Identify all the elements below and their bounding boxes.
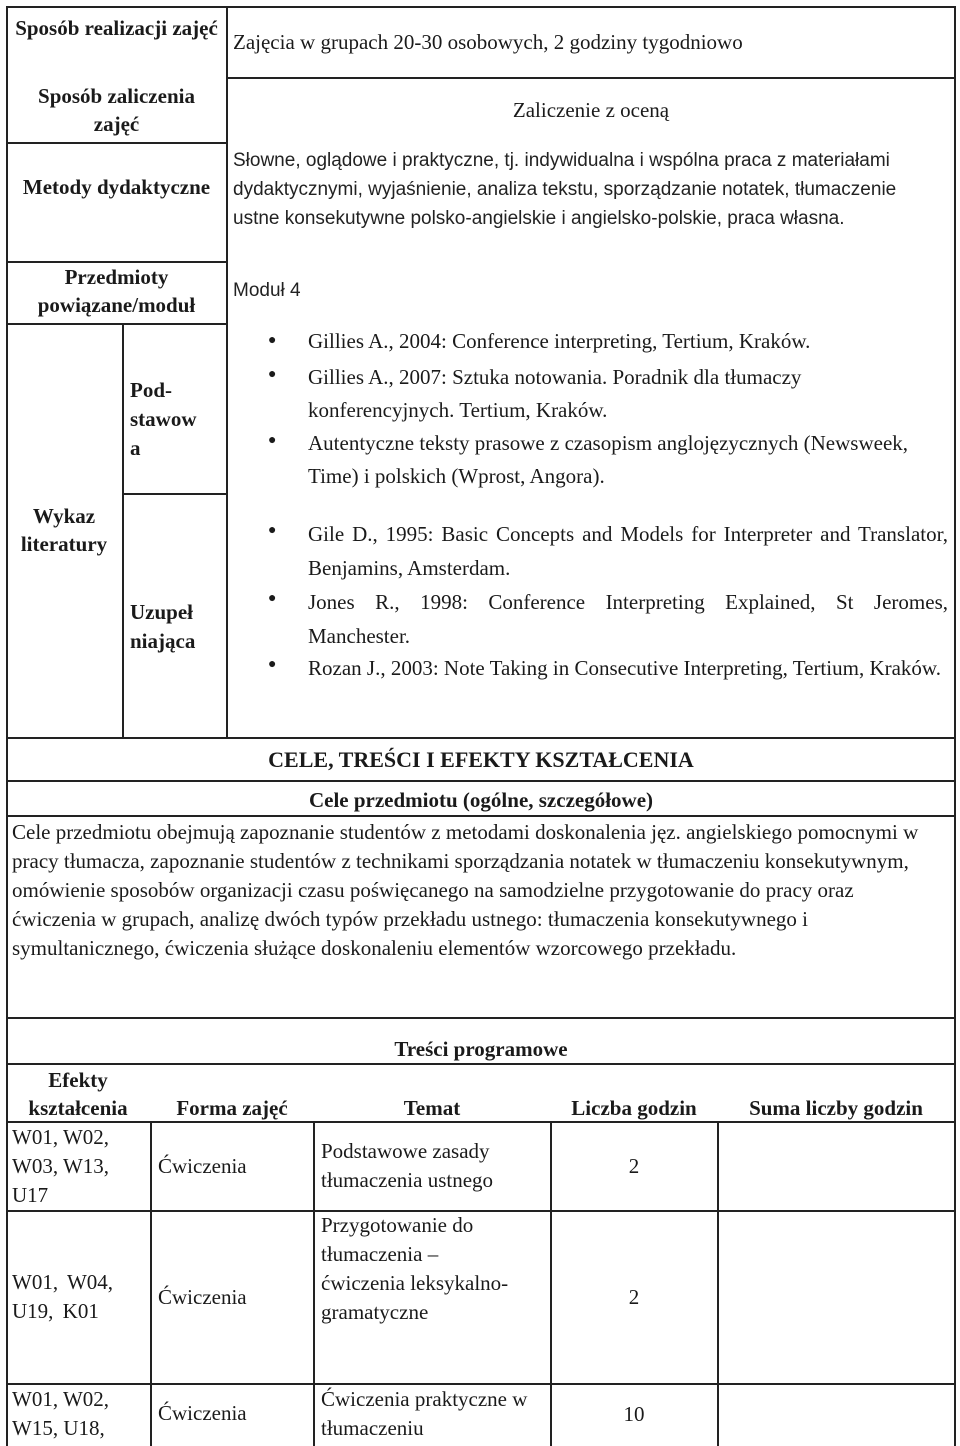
column-header-godziny: Liczba godzin (571, 1096, 697, 1120)
column-header-efekty: Efekty kształcenia (28, 1068, 128, 1120)
bullet-icon: ● (268, 657, 277, 672)
cell-godziny: 2 (628, 1154, 640, 1178)
cell-temat: Ćwiczenia praktyczne w tłumaczeniu (321, 1387, 528, 1440)
reference: , 2004: Conference interpreting, Tertium, Kraków. (388, 329, 811, 353)
reference: , 1995: Basic Concepts and Models for Interpreter and Translator, Benjamins, Amsterdam. (308, 522, 948, 580)
reference: , 2003: Note Taking in Consecutive Interpreting, Tertium, Kraków. (380, 656, 941, 680)
cell-forma: Ćwiczenia (158, 1401, 247, 1425)
author: Gile D. (308, 522, 373, 546)
cell-efekty: W01, W02, W15, U18, (12, 1387, 110, 1440)
bullet-icon: ● (268, 367, 277, 382)
cele-heading: CELE, TREŚCI I EFEKTY KSZTAŁCENIA (268, 747, 694, 772)
author: Gillies A. (308, 365, 389, 389)
reference: , 2007: Sztuka notowania. Poradnik dla tłumaczy konferencyjnych. Tertium, Kraków. (308, 365, 802, 422)
column-header-temat: Temat (403, 1096, 461, 1120)
podstawowa-label: Pod- stawow a (130, 378, 197, 460)
cell-efekty: W01, W04, U19, K01 (12, 1270, 114, 1323)
przedmioty-label: Przedmioty powiązane/moduł (37, 265, 196, 317)
realizacja-label: Sposób realizacji zajęć (15, 16, 218, 40)
cell-forma: Ćwiczenia (158, 1285, 247, 1309)
author: Jones R. (308, 590, 395, 614)
reference: Autentyczne teksty prasowe z czasopism anglojęzycznych (Newsweek, Time) i polskich (Wprost, Angora). (308, 431, 909, 488)
bullet-icon: ● (268, 333, 277, 348)
cell-temat: Przygotowanie do tłumaczenia – ćwiczenia leksykalno-gramatyczne (321, 1213, 509, 1324)
zaliczenie-value: Zaliczenie z oceną (512, 98, 670, 122)
column-header-forma: Forma zajęć (176, 1096, 288, 1120)
author: Rozan J. (308, 656, 381, 680)
realizacja-value: Zajęcia w grupach 20-30 osobowych, 2 godziny tygodniowo (233, 30, 743, 54)
cell-forma: Ćwiczenia (158, 1154, 247, 1178)
column-header-suma: Suma liczby godzin (749, 1096, 923, 1120)
literatura-label: Wykaz literatury (20, 504, 108, 556)
cele-text: Cele przedmiotu obejmują zapoznanie studentów z metodami doskonalenia jęz. angielskiego pomocnymi w pracy tłumacza, zapoznanie studentów z technikami sporządzania notatek w tłumaczeniu konsekutywnym, omówienie sposobów organizacji czasu poświęcanego na samodzielne przygotowanie do pracy oraz ćwiczenia w grupach, analizę dwóch typów przekładu ustnego: tłumaczenia konsekutywnego i symultanicznego, ćwiczenia służące doskonaleniu elementów wzorcowego przekładu. (12, 820, 919, 960)
metody-label: Metody dydaktyczne (22, 175, 211, 199)
metody-value: Słowne, oglądowe i praktyczne, tj. indywidualna i wspólna praca z materiałami dydaktycznymi, wyjaśnienie, analiza tekstu, sporządzanie notatek, tłumaczenie ustne konsekutywne polsko-angielskie i angielsko-polskie, praca własna. (233, 150, 897, 229)
cell-godziny: 10 (623, 1402, 645, 1426)
bullet-icon: ● (268, 523, 277, 538)
cele-subheading: Cele przedmiotu (ogólne, szczegółowe) (308, 788, 654, 812)
cell-godziny: 2 (628, 1285, 640, 1309)
uzupelniajaca-label: Uzupeł niająca (130, 600, 196, 653)
bullet-icon: ● (268, 433, 277, 448)
bullet-icon: ● (268, 591, 277, 606)
cell-temat: Podstawowe zasady tłumaczenia ustnego (321, 1139, 494, 1192)
zaliczenie-label: Sposób zaliczenia zajęć (38, 84, 195, 136)
reference: , 1998: Conference Interpreting Explained, St Jeromes, Manchester. (308, 590, 948, 648)
cell-efekty: W01, W02, W03, W13, U17 (12, 1125, 110, 1207)
przedmioty-value: Moduł 4 (233, 280, 301, 301)
author: Gillies A. (308, 329, 389, 353)
tresci-title: Treści programowe (394, 1037, 568, 1061)
